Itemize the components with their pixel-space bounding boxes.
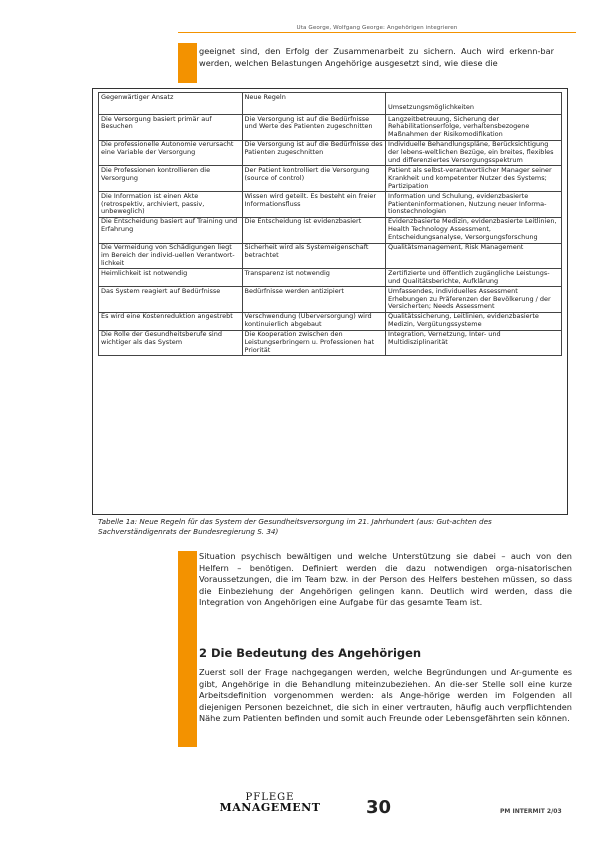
table-cell: Das System reagiert auf Bedürfnisse [99, 287, 243, 313]
table-cell: Umfassendes, individuelles Assessment Erhebungen zu Präferenzen der Bevölkerung / der Versicherten; Needs Assessment [386, 287, 562, 313]
logo-line-pflege: PFLEGE [245, 792, 295, 803]
table-cell: Qualitätsmanagement, Risk Management [386, 243, 562, 269]
table-cell: Heimlichkeit ist notwendig [99, 269, 243, 287]
magazine-logo [200, 793, 340, 813]
table-cell: Zertifizierte und öffentlich zugängliche Leistungs- und Qualitätsberichte, Aufklärung [386, 269, 562, 287]
table-cell: Patient als selbst-verantwortlicher Manager seiner Krankheit und kompetenter Nutzer des Systems; Partizipation [386, 166, 562, 192]
table-cell: Die Vermeidung von Schädigungen liegt im Bereich der individ-uellen Verantwort-lichkeit [99, 243, 243, 269]
continuation-text: Situation psychisch bewältigen und welche Unterstützung sie dabei – auch von den Helfern – benötigen. Definiert werden die dazu notwendigen orga-nisatorischen Voraussetzungen, die im Team bzw. in der Person des Helfers bestehen müssen, so dass die Einbeziehung der Angehörigen gelingen kann. Deutlich wird werden, dass die Integration von Angehörigen eine Aufgabe für das gesamte Team ist. [199, 551, 572, 607]
orange-margin-bar-top [178, 43, 197, 83]
issue-label: PM INTERMIT 2/03 [500, 808, 562, 815]
table-cell: Die Kooperation zwischen den Leistungserbringern u. Professionen hat Priorität [242, 330, 386, 356]
table-cell: Wissen wird geteilt. Es besteht ein freier Informationsfluss [242, 192, 386, 218]
table-cell: Verschwendung (Überversorgung) wird kontinuierlich abgebaut [242, 312, 386, 330]
table-cell: Qualitätssicherung, Leitlinien, evidenzbasierte Medizin, Vergütungssysteme [386, 312, 562, 330]
table-row [99, 217, 562, 243]
header-implementation-label: Umsetzungsmöglichkeiten [388, 102, 474, 111]
intro-text: geeignet sind, den Erfolg der Zusammenarbeit zu sichern. Auch wird erkenn-bar werden, welchen Belastungen Angehörige ausgesetzt sind, wie diese die [199, 46, 554, 68]
table-row [99, 269, 562, 287]
table-header-row [99, 93, 562, 115]
table-cell: Die Entscheidung ist evidenzbasiert [242, 217, 386, 243]
table-cell: Bedürfnisse werden antizipiert [242, 287, 386, 313]
table-row [99, 166, 562, 192]
section-paragraph [199, 667, 572, 725]
continuation-paragraph [199, 551, 572, 609]
table-row [99, 330, 562, 356]
table-cell: Sicherheit wird als Systemeigenschaft betrachtet [242, 243, 386, 269]
table-row [99, 115, 562, 141]
table-cell: Individuelle Behandlungspläne, Berücksichtigung der lebens-weltlichen Bezüge, ein breites, flexibles und differenziertes Versorgungsspektrum [386, 140, 562, 166]
table-cell: Die Professionen kontrollieren die Versorgung [99, 166, 243, 192]
header-implementation [386, 93, 562, 115]
running-head: Uta George, Wolfgang George: Angehörigen integrieren [296, 25, 458, 31]
table-cell: Der Patient kontrolliert die Versorgung (source of control) [242, 166, 386, 192]
logo-line-management: MANAGEMENT [219, 801, 321, 814]
table-row [99, 287, 562, 313]
table-cell: Integration, Vernetzung, Inter- und Multidisziplinarität [386, 330, 562, 356]
table-cell: Transparenz ist notwendig [242, 269, 386, 287]
page-number: 30 [366, 797, 392, 818]
orange-margin-block [178, 551, 197, 747]
table-cell: Information und Schulung, evidenzbasierte Patienteninformationen, Nutzung neuer Informa-tionstechnologien [386, 192, 562, 218]
table-cell: Es wird eine Kostenreduktion angestrebt [99, 312, 243, 330]
table-cell: Die Versorgung ist auf die Bedürfnisse des Patienten zugeschnitten [242, 140, 386, 166]
table-row [99, 140, 562, 166]
table-cell: Langzeitbetreuung, Sicherung der Rehabilitationserfolge, verhaltensbezogene Maßnahmen der Risikomodifikation [386, 115, 562, 141]
header-new-rules: Neue Regeln [242, 93, 386, 115]
table-row [99, 192, 562, 218]
table-cell: Die Versorgung ist auf die Bedürfnisse und Werte des Patienten zugeschnitten [242, 115, 386, 141]
table-cell: Die Information ist einen Akte (retrospektiv, archiviert, passiv, unbeweglich) [99, 192, 243, 218]
table-caption: Tabelle 1a: Neue Regeln für das System der Gesundheitsversorgung im 21. Jahrhundert (aus: Gut-achten des Sachverständigenrats der Bundesregierung S. 34) [98, 517, 492, 536]
header-current-approach: Gegenwärtiger Ansatz [99, 93, 243, 115]
table-cell: Evidenzbasierte Medizin, evidenzbasierte Leitlinien, Health Technology Assessment, Entscheidungsanalyse, Versorgungsforschung [386, 217, 562, 243]
table-frame [92, 88, 568, 515]
table-cell: Die Versorgung basiert primär auf Besuchen [99, 115, 243, 141]
rules-table [98, 92, 562, 356]
table-row [99, 312, 562, 330]
table-cell: Die professionelle Autonomie verursacht eine Variable der Versorgung [99, 140, 243, 166]
table-cell: Die Entscheidung basiert auf Training und Erfahrung [99, 217, 243, 243]
table-cell: Die Rolle der Gesundheitsberufe sind wichtiger als das System [99, 330, 243, 356]
table-row [99, 243, 562, 269]
section-text: Zuerst soll der Frage nachgegangen werden, welche Begründungen und Ar-gumente es gibt, Angehörige in die Behandlung miteinzubeziehen. An die-ser Stelle soll eine kurze Arbeitsdefinition vorgenommen werden: als Ange-hörige werden im Folgenden all diejenigen Personen bezeichnet, die sich in einer vertrauten, häufig auch verpflichtenden Nähe zum Patienten befinden und somit auch Freunde oder Lebensgefährten sein können. [199, 667, 572, 723]
intro-paragraph [199, 46, 554, 69]
header-rule [178, 32, 576, 33]
section-heading: 2 Die Bedeutung des Angehörigen [199, 646, 422, 660]
